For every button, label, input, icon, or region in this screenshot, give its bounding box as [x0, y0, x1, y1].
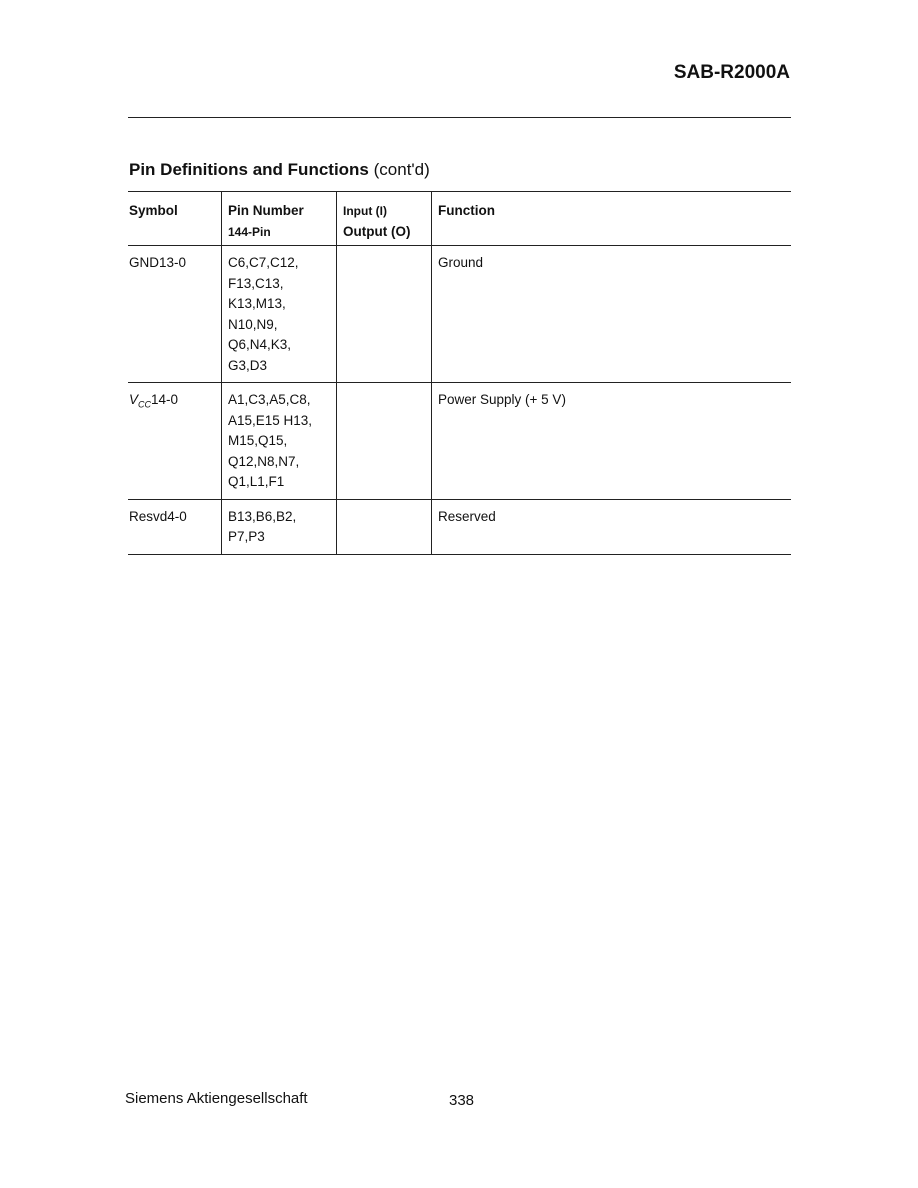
pin-definitions-table: [128, 191, 791, 555]
table-row-gnd: [128, 246, 791, 383]
table-row-reserved: [128, 499, 791, 554]
pin-line: Q6,N4,K3,: [228, 337, 292, 352]
section-title-suffix: (cont'd): [373, 160, 430, 179]
table-row-vcc: [128, 383, 791, 500]
io-cell: [337, 383, 432, 500]
pin-line: M15,Q15,: [228, 433, 288, 448]
symbol-cell: GND13-0: [129, 255, 187, 270]
symbol-main: V: [129, 392, 139, 407]
table-header-row: [128, 192, 791, 246]
section-title: [129, 160, 430, 180]
header-io-output: Output (O): [343, 223, 411, 239]
pin-line: P7,P3: [228, 529, 265, 544]
pins-cell: [222, 246, 337, 383]
header-pin-package: 144-Pin: [228, 224, 271, 239]
pin-line: G3,D3: [228, 357, 268, 373]
function-cell: Power Supply (+ 5 V): [432, 383, 792, 500]
pin-line: Q12,N8,N7,: [228, 453, 300, 469]
header-io-input: Input (I): [343, 204, 387, 218]
pin-line: N10,N9,: [228, 316, 278, 332]
pins-cell: [222, 383, 337, 500]
header-io: [337, 192, 432, 246]
symbol-cell: Resvd4-0: [129, 508, 187, 524]
pin-line: Q1,L1,F1: [228, 474, 285, 489]
header-pin-number-label: Pin Number: [228, 203, 304, 218]
symbol-rest: 14-0: [151, 392, 179, 407]
header-function: Function: [432, 192, 792, 246]
io-cell: [337, 499, 432, 554]
header-pin-number: [222, 192, 337, 246]
section-title-main: Pin Definitions and Functions: [129, 160, 369, 179]
pin-line: F13,C13,: [228, 275, 284, 291]
pins-cell: [222, 499, 337, 554]
symbol-cell: [128, 383, 222, 500]
part-number: SAB-R2000A: [673, 62, 790, 83]
header-rule: [128, 117, 791, 118]
pin-line: C6,C7,C12,: [228, 255, 299, 270]
function-cell: Reserved: [432, 499, 792, 554]
io-cell: [337, 246, 432, 383]
pin-line: A1,C3,A5,C8,: [228, 392, 311, 407]
footer-company: Siemens Aktiengesellschaft: [125, 1090, 308, 1107]
pin-line: B13,B6,B2,: [228, 508, 297, 524]
function-cell: Ground: [432, 246, 792, 383]
pin-line: K13,M13,: [228, 296, 286, 311]
header-symbol: Symbol: [129, 203, 178, 218]
symbol-subscript: CC: [138, 399, 152, 410]
pin-line: A15,E15 H13,: [228, 412, 313, 428]
page-number: 338: [449, 1092, 475, 1109]
